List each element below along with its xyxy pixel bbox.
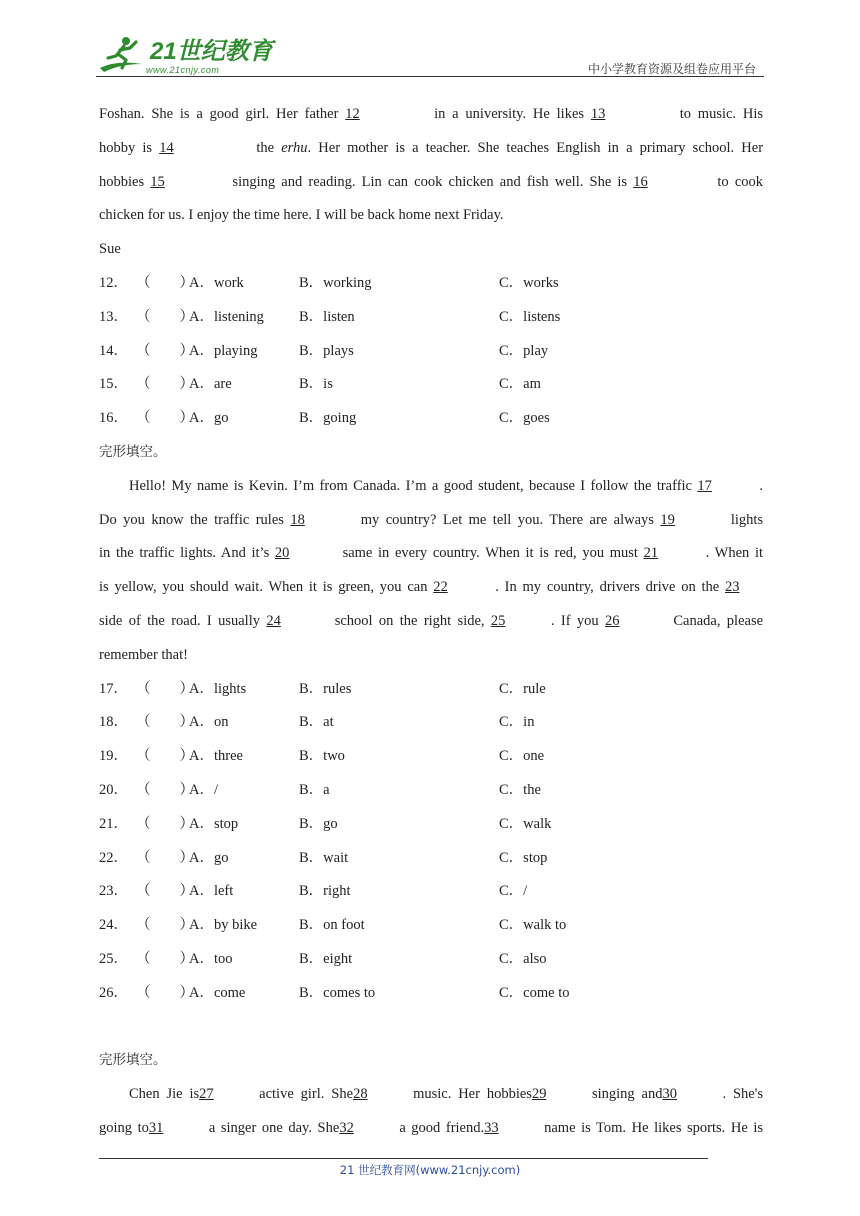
option-a: A．too xyxy=(189,950,233,967)
blank-27: 27 xyxy=(199,1086,214,1103)
question-row xyxy=(99,368,763,402)
question-number: 21． xyxy=(99,815,128,832)
option-c: C．walk to xyxy=(499,917,567,934)
question-row xyxy=(99,740,763,774)
question-row xyxy=(99,943,763,977)
passage2-line3: in the traffic lights. And it’s 20 same in every country. When it is red, you must 21 . When it xyxy=(99,537,763,571)
platform-name: 中小学教育资源及组卷应用平台 xyxy=(587,62,756,76)
option-a: A．lights xyxy=(189,680,247,697)
answer-blank[interactable]: （ ） xyxy=(136,950,194,967)
blank-12: 12 xyxy=(345,106,360,122)
option-a: A．go xyxy=(189,849,229,866)
passage3-line1: Chen Jie is27 active girl. She28 music. Her hobbies29 singing and30 . She's xyxy=(99,1078,763,1112)
blank-31: 31 xyxy=(148,1119,164,1136)
option-b: B．eight xyxy=(299,950,353,967)
option-b: B．on foot xyxy=(299,917,365,934)
section-title: 完形填空。 xyxy=(99,1052,167,1069)
blank-16: 16 xyxy=(633,173,648,190)
blank-24: 24 xyxy=(266,612,281,629)
answer-blank[interactable]: （ ） xyxy=(136,748,194,765)
question-number: 15． xyxy=(99,376,128,393)
page-header xyxy=(96,32,764,78)
option-a: A．go xyxy=(189,410,229,427)
passage2-line6: remember that! xyxy=(99,646,188,663)
question-row xyxy=(99,673,763,707)
blank-19: 19 xyxy=(660,511,675,528)
option-b: B．working xyxy=(299,274,372,291)
option-a: A．three xyxy=(189,748,243,765)
blank-13: 13 xyxy=(590,106,606,122)
answer-blank[interactable]: （ ） xyxy=(136,714,194,731)
question-number: 13． xyxy=(99,308,128,325)
option-b: B．rules xyxy=(299,680,352,697)
blank-20: 20 xyxy=(274,545,290,562)
question-number: 26． xyxy=(99,984,128,1001)
option-a: A．stop xyxy=(189,815,239,832)
section-title: 完形填空。 xyxy=(99,443,167,460)
option-b: B．at xyxy=(299,714,334,731)
option-c: C．stop xyxy=(499,849,548,866)
blank-22: 22 xyxy=(433,579,448,596)
logo-url: www.21cnjy.com xyxy=(146,65,220,75)
option-c: C．play xyxy=(499,342,549,359)
option-c: C．one xyxy=(499,748,545,765)
question-row xyxy=(99,842,763,876)
answer-blank[interactable]: （ ） xyxy=(136,274,194,291)
blank-18: 18 xyxy=(290,511,305,528)
question-row xyxy=(99,774,763,808)
answer-blank[interactable]: （ ） xyxy=(136,410,194,427)
option-a: A．by bike xyxy=(189,917,258,934)
option-b: B．wait xyxy=(299,849,349,866)
answer-blank[interactable]: （ ） xyxy=(136,781,194,798)
question-row xyxy=(99,267,763,301)
passage2-line1: Hello! My name is Kevin. I’m from Canada. I’m a good student, because I follow the traffic 17 . xyxy=(99,470,763,504)
document-body xyxy=(99,98,763,1146)
signature: Sue xyxy=(99,241,121,258)
blank-30: 30 xyxy=(662,1086,677,1103)
passage1-line2: hobby is 14 the erhu. Her mother is a teacher. She teaches English in a primary school. Her xyxy=(99,132,763,166)
header-divider xyxy=(96,76,764,77)
blank-21: 21 xyxy=(643,545,659,562)
passage1-line1: Foshan. She is a good girl. Her father 12 in a university. He likes 13 to music. His xyxy=(99,98,763,132)
option-a: A．come xyxy=(189,984,246,1001)
answer-blank[interactable]: （ ） xyxy=(136,917,194,934)
passage1-line3: hobbies 15 singing and reading. Lin can cook chicken and fish well. She is 16 to cook xyxy=(99,166,763,200)
question-list-1 xyxy=(99,267,763,436)
blank-32: 32 xyxy=(339,1119,354,1136)
blank-14: 14 xyxy=(159,139,174,156)
question-number: 19． xyxy=(99,748,128,765)
option-a: A．/ xyxy=(189,781,218,798)
option-a: A．playing xyxy=(189,342,258,359)
answer-blank[interactable]: （ ） xyxy=(136,376,194,393)
option-b: B．go xyxy=(299,815,338,832)
blank-29: 29 xyxy=(531,1086,547,1103)
logo-text: 21世纪教育 xyxy=(150,38,273,65)
question-row xyxy=(99,706,763,740)
option-c: C．also xyxy=(499,950,547,967)
question-row xyxy=(99,402,763,436)
question-number: 20． xyxy=(99,781,128,798)
option-a: A．left xyxy=(189,883,234,900)
option-b: B．is xyxy=(299,376,333,393)
blank-23: 23 xyxy=(725,579,740,596)
question-number: 17． xyxy=(99,680,128,697)
answer-blank[interactable]: （ ） xyxy=(136,308,194,325)
question-row xyxy=(99,977,763,1011)
option-c: C．the xyxy=(499,781,541,798)
question-number: 16． xyxy=(99,410,128,427)
blank-26: 26 xyxy=(605,612,620,629)
question-row xyxy=(99,808,763,842)
option-b: B．listen xyxy=(299,308,355,325)
option-c: C．rule xyxy=(499,680,546,697)
option-c: C．goes xyxy=(499,410,550,427)
passage2-line2: Do you know the traffic rules 18 my country? Let me tell you. There are always 19 lights xyxy=(99,504,763,538)
blank-25: 25 xyxy=(490,612,506,629)
option-c: C．works xyxy=(499,274,559,291)
answer-blank[interactable]: （ ） xyxy=(136,815,194,832)
blank-17: 17 xyxy=(697,477,712,494)
question-number: 24． xyxy=(99,917,128,934)
question-number: 14． xyxy=(99,342,128,359)
option-b: B．two xyxy=(299,748,345,765)
runner-logo-icon xyxy=(96,34,148,76)
answer-blank[interactable]: （ ） xyxy=(136,883,194,900)
option-c: C．come to xyxy=(499,984,570,1001)
option-b: B．comes to xyxy=(299,984,376,1001)
passage2-line5: side of the road. I usually 24 school on the right side, 25 . If you 26 Canada, please xyxy=(99,605,763,639)
question-number: 22． xyxy=(99,849,128,866)
option-a: A．on xyxy=(189,714,229,731)
answer-blank[interactable]: （ ） xyxy=(136,680,194,697)
blank-33: 33 xyxy=(484,1119,499,1136)
question-row xyxy=(99,909,763,943)
option-a: A．work xyxy=(189,274,244,291)
option-c: C．am xyxy=(499,376,541,393)
question-number: 25． xyxy=(99,950,128,967)
option-b: B．right xyxy=(299,883,351,900)
option-a: A．listening xyxy=(189,308,264,325)
option-b: B．plays xyxy=(299,342,354,359)
question-row xyxy=(99,301,763,335)
footer-divider xyxy=(99,1158,708,1159)
option-a: A．are xyxy=(189,376,232,393)
page-footer: 21 世纪教育网(www.21cnjy.com) xyxy=(339,1163,521,1177)
option-c: C．listens xyxy=(499,308,561,325)
question-number: 18． xyxy=(99,714,128,731)
blank-15: 15 xyxy=(150,173,165,190)
option-b: B．going xyxy=(299,410,357,427)
answer-blank[interactable]: （ ） xyxy=(136,342,194,359)
blank-28: 28 xyxy=(353,1086,368,1103)
answer-blank[interactable]: （ ） xyxy=(136,849,194,866)
question-number: 23． xyxy=(99,883,128,900)
question-row xyxy=(99,875,763,909)
option-c: C．/ xyxy=(499,883,528,900)
question-number: 12． xyxy=(99,274,128,291)
passage3-line2: going to31 a singer one day. She32 a good friend.33 name is Tom. He likes sports. He is xyxy=(99,1112,763,1146)
option-c: C．in xyxy=(499,714,535,731)
passage1-line4: chicken for us. I enjoy the time here. I will be back home next Friday. xyxy=(99,207,504,224)
option-c: C．walk xyxy=(499,815,552,832)
option-b: B．a xyxy=(299,781,330,798)
question-list-2 xyxy=(99,673,763,1011)
answer-blank[interactable]: （ ） xyxy=(136,984,194,1001)
question-row xyxy=(99,335,763,369)
passage2-line4: is yellow, you should wait. When it is green, you can 22 . In my country, drivers drive on the 23 xyxy=(99,571,763,605)
